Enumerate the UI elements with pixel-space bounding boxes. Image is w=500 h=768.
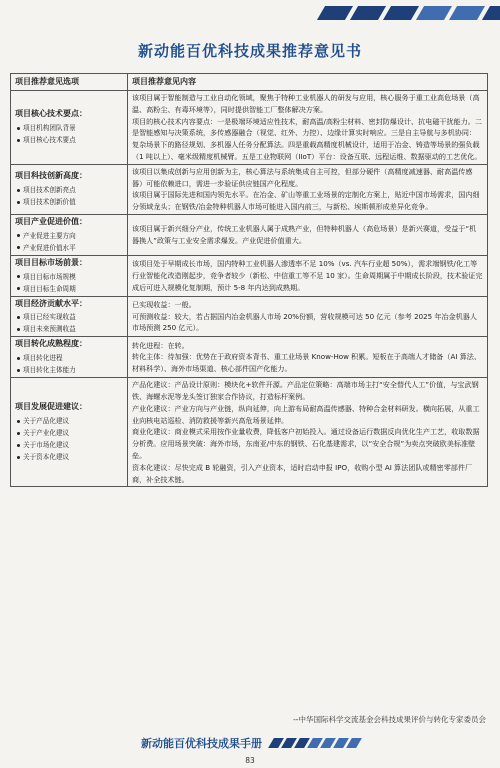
bullet-icon [17, 246, 20, 249]
row-category-cell [11, 214, 128, 255]
row-category-subitem [15, 271, 123, 283]
page-title: 新动能百优科技成果推荐意见书 [137, 42, 362, 60]
bottom-title: 新动能百优科技成果手册 [141, 737, 262, 750]
row-category-subitem-label: 项目技术创新亮点 [23, 186, 76, 195]
row-category-subitem-label: 关于资本化建议 [23, 453, 70, 462]
row-content-paragraph: 该项目属于国际先进和国内领先水平。在冶金、矿山等重工业场景的定制化方案上，贴近中国市场需求，国内细分领域龙头；在钢铁/冶金特种机器人市场可能进入国内前三，与新松、埃斯顿形成差异化竞争。 [132, 190, 480, 212]
bullet-icon [17, 234, 20, 237]
row-category-subitem-label: 项目核心技术要点 [23, 136, 76, 145]
row-category-subitem-label: 项目转化主体能力 [23, 366, 76, 375]
header-right: 项目推荐意见内容 [128, 74, 488, 91]
row-content-paragraph: 商业化建议：商业模式采用按作业量收费，降低客户初始投入。通过设备运行数据反向优化生产工艺，收取数据分析费。应用场景突破：海外市场，东南亚/中东的钢铁、石化基建需求，以“安全合规”为卖点突破欧美标准壁垒。 [132, 427, 480, 460]
top-decor-bar [0, 0, 500, 26]
row-content-paragraph: 该项目属于新兴细分产业，传统工业机器人属于成熟产业，但特种机器人（高危场景）是新兴赛道，受益于“机器换人”政策与工业安全需求爆发。产业促进价值重大。 [132, 224, 477, 245]
bullet-icon [17, 357, 20, 360]
table-header-row [11, 74, 488, 91]
row-category-subitem [15, 439, 123, 451]
bullet-icon [17, 275, 20, 278]
row-category-title: 项目发展促进建议： [15, 402, 87, 412]
decor-stripe [350, 6, 386, 20]
row-category-title: 项目核心技术要点： [15, 109, 87, 119]
row-category-subitem [15, 323, 123, 335]
row-content-cell [128, 164, 488, 214]
row-category-subitem-label: 产业促进价值水平 [23, 243, 76, 252]
row-category-cell [11, 296, 128, 337]
row-category-subitem [15, 415, 123, 427]
row-category-subitem-label: 项目转化进程 [23, 354, 63, 363]
row-category-subitem [15, 196, 123, 208]
bottom-band [0, 732, 500, 754]
table-row [11, 91, 488, 165]
row-category-cell [11, 255, 128, 296]
row-content-cell [128, 91, 488, 165]
bullet-icon [17, 456, 20, 459]
row-category-subitem [15, 122, 123, 134]
row-category-subitem-label: 项目目标生命周期 [23, 284, 76, 293]
row-category-subitem-label: 关于产业化建议 [23, 429, 70, 438]
row-content-paragraph: 产品化建议：产品设计原则：模块化+软件开源。产品定位策略：高端市场主打“安全替代人工”价值，与宝武钢铁、海螺水泥等龙头签订独家合作协议，打造标杆案例。 [132, 380, 479, 401]
row-content-paragraph: 项目的核心技术内容要点：一是极端环境适应性技术，耐高温/高粉尘材料、密封防爆设计、抗电磁干扰能力。二是智能感知与决策系统，多传感器融合（视觉、红外、力控）、边缘计算实时响应。三是自主导航与多机协同：复杂场景下的路径规划、多机器人任务分配算法。四是重载高精度机械设计，适用于冶金、铸造等场景的强负载（1 吨以上）、毫米级精度机械臂。五是工业物联网（IIoT）平台：设备互联、远程运维、数据驱动的工艺优化。 [132, 116, 482, 161]
bullet-icon [17, 139, 20, 142]
row-category-subitem [15, 134, 123, 146]
table-row [11, 337, 488, 378]
bullet-icon [17, 189, 20, 192]
row-category-subitem-label: 项目机构团队背景 [23, 124, 76, 133]
row-content-paragraph: 转化主体：待加强：优势在于政府资本背书、重工业场景 Know-How 积累。短板在于高端人才储备（AI 算法、材料科学）、海外市场渠道、核心部件国产化能力。 [132, 352, 481, 374]
decor-stripe [383, 6, 419, 20]
row-content-paragraph: 该项目处于早期成长市场，国内特种工业机器人渗透率不足 10%（vs. 汽车行业超 50%），需求端钢铁/化工等行业智能化改造刚起步，竞争者较少（新松、中信重工等不足 10 家）。生命周期属于中期成长阶段，技术验证完成后可进入规模化复制期，预计 5-8 年内达到成熟期。 [132, 258, 483, 292]
row-category-subitem [15, 283, 123, 295]
row-content-paragraph: 该项目属于智能制造与工业自动化领域，聚焦于特种工业机器人的研发与应用，核心服务于重工业高危场景（高温、高粉尘、有毒环境等），同时提供智能工厂整体解决方案。 [132, 93, 480, 114]
row-category-subitem [15, 311, 123, 323]
page-number: 83 [245, 756, 255, 765]
decor-stripe [449, 6, 485, 20]
row-category-title: 项目产业促进价值： [15, 216, 87, 226]
bullet-icon [17, 316, 20, 319]
row-category-subitem [15, 230, 123, 242]
bullet-icon [17, 127, 20, 130]
table-row [11, 378, 488, 487]
row-content-paragraph: 该项目以集成创新与应用创新为主，核心算法与系统集成自主可控，但部分硬件（高精度减速器、耐高温传感器）可能依赖进口，需进一步验证供应链国产化程度。 [132, 166, 473, 188]
bullet-icon [17, 328, 20, 331]
row-category-cell [11, 164, 128, 214]
row-content-paragraph: 产业化建议：产业方向与产业链，纵向延伸，向上游布局耐高温传感器、特种合金材料研发。横向拓展，从重工业向核电站巡检、消防救援等新兴高危场景延伸。 [132, 403, 480, 425]
footer-signature: --中华国际科学交流基金会科技成果评价与转化专家委员会 [293, 715, 486, 724]
header-left: 项目推荐意见选项 [11, 74, 128, 91]
row-category-subitem-label: 产业促进主要方向 [23, 231, 76, 240]
row-category-subitem [15, 184, 123, 196]
row-category-subitem [15, 451, 123, 463]
row-content-paragraph: 可预测收益：较大，若占据国内冶金机器人市场 20%份额，营收规模可达 50 亿元（参考 2025 年冶金机器人市场预测 250 亿元）。 [132, 311, 477, 333]
row-content-paragraph: 已实现收益：一般。 [132, 299, 196, 309]
row-category-subitem [15, 364, 123, 376]
decor-stripe [346, 738, 362, 748]
table-row [11, 164, 488, 214]
row-content-cell [128, 296, 488, 337]
row-category-subitem-label: 关于市场化建议 [23, 441, 70, 450]
row-category-cell [11, 337, 128, 378]
bullet-icon [17, 287, 20, 290]
bullet-icon [17, 432, 20, 435]
row-category-title: 项目目标市场前景： [15, 257, 87, 267]
row-content-cell [128, 378, 488, 487]
table-row [11, 296, 488, 337]
row-category-subitem [15, 242, 123, 254]
row-category-cell [11, 91, 128, 165]
table-row [11, 214, 488, 255]
decor-stripe [317, 6, 353, 20]
row-category-subitem [15, 427, 123, 439]
decor-stripe [482, 6, 500, 20]
row-category-subitem-label: 项目技术创新价值 [23, 198, 76, 207]
row-category-title: 项目转化成熟程度： [15, 339, 87, 349]
row-category-title: 项目科技创新高度： [15, 171, 87, 181]
row-category-subitem-label: 项目未来预测收益 [23, 325, 76, 334]
row-content-paragraph: 资本化建议：尽快完成 B 轮融资，引入产业资本，适时启动申报 IPO，收购小型 AI 算法团队或精密零部件厂商，补全技术链。 [132, 462, 473, 484]
row-category-subitem-label: 项目已经实现收益 [23, 313, 76, 322]
row-content-cell [128, 255, 488, 296]
bullet-icon [17, 444, 20, 447]
row-content-cell [128, 337, 488, 378]
recommendation-table [10, 73, 488, 487]
row-content-cell [128, 214, 488, 255]
row-category-subitem-label: 关于产品化建议 [23, 417, 70, 426]
bullet-icon [17, 369, 20, 372]
row-category-subitem [15, 352, 123, 364]
row-category-title: 项目经济贡献水平： [15, 298, 87, 308]
row-content-paragraph: 转化进程：在转。 [132, 340, 189, 350]
bullet-icon [17, 201, 20, 204]
row-category-subitem-label: 项目目标市场规模 [23, 272, 76, 281]
row-category-cell [11, 378, 128, 487]
table-row [11, 255, 488, 296]
bullet-icon [17, 420, 20, 423]
decor-stripe [416, 6, 452, 20]
